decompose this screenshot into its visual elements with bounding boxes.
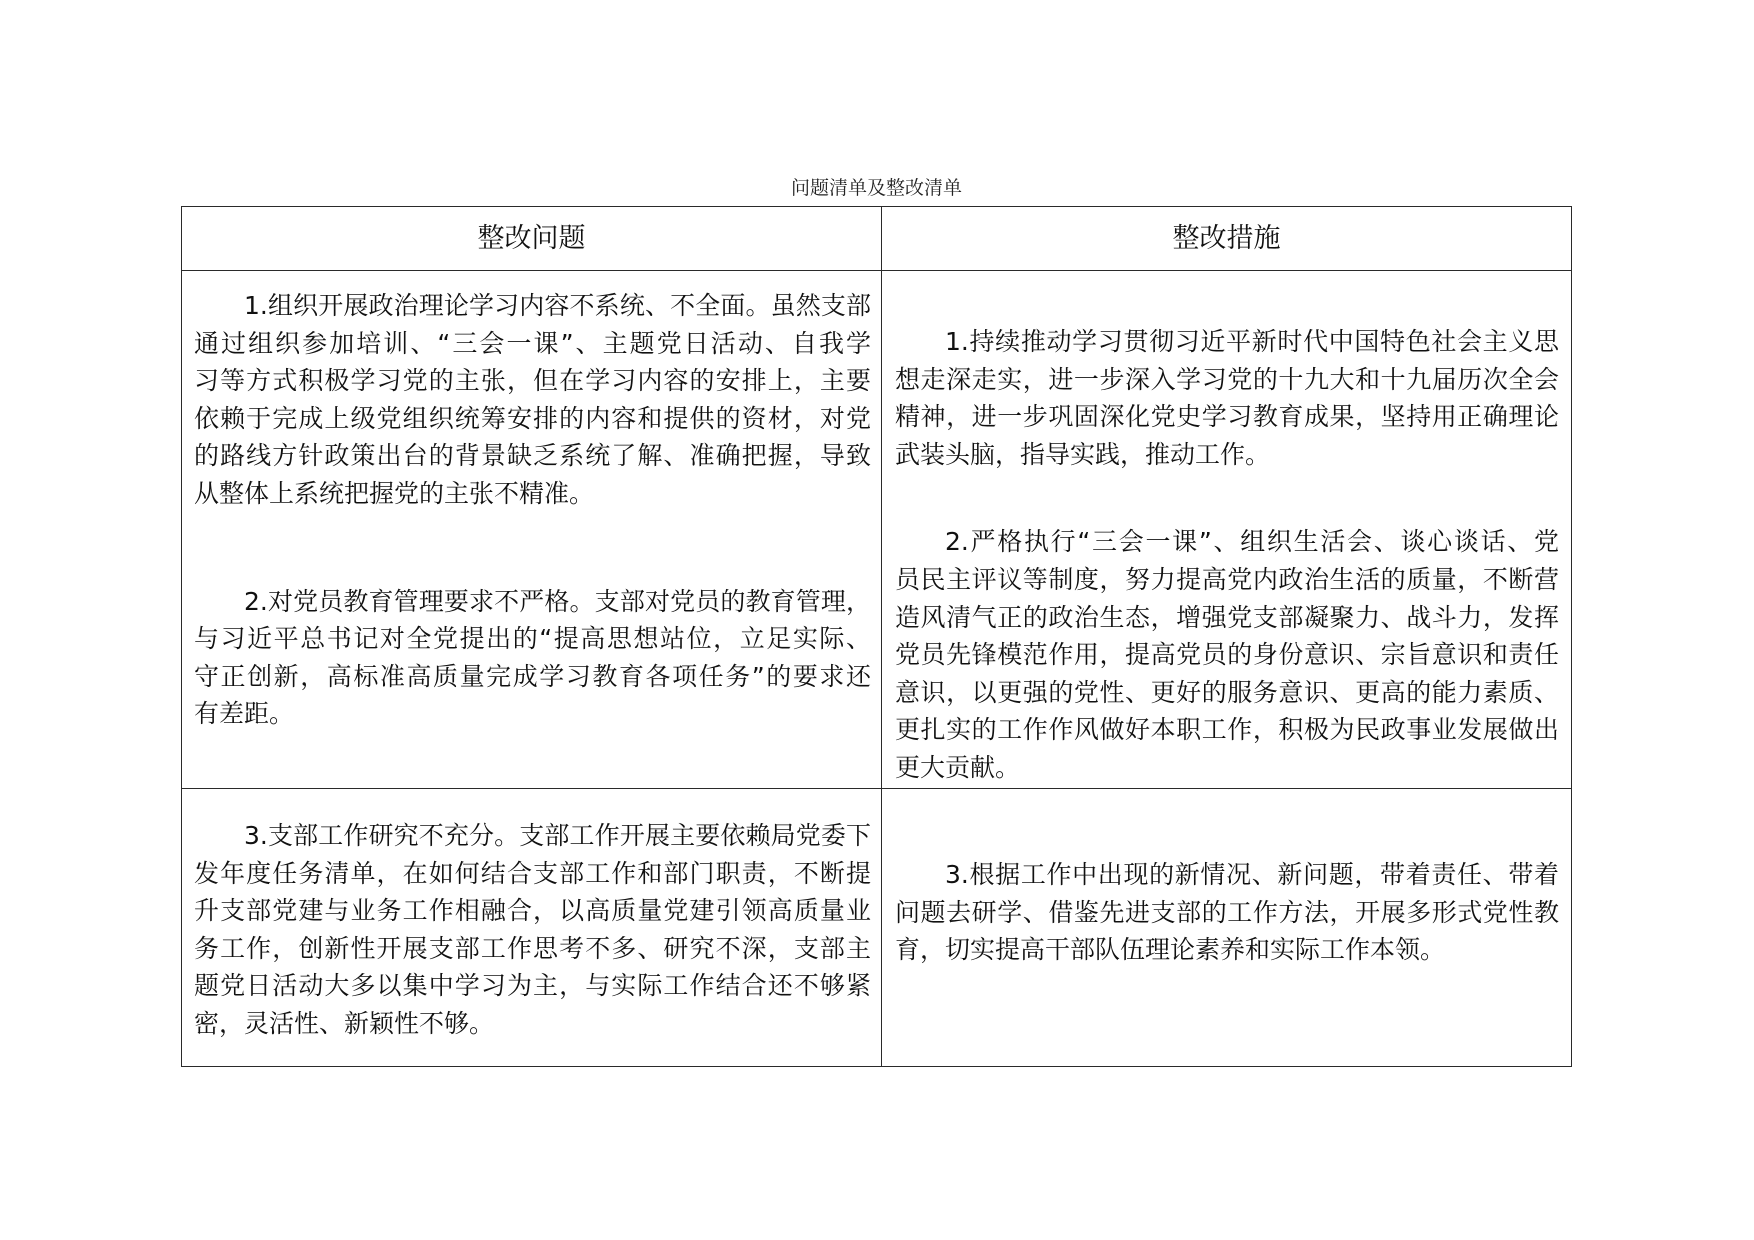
measure-paragraph xyxy=(895,323,1559,473)
header-measures-label: 整改措施 xyxy=(1172,222,1281,254)
text-line: 员民主评议等制度，努力提高党内政治生活的质量，不断营 xyxy=(895,564,1559,594)
text-line: 造风清气正的政治生态，增强党支部凝聚力、战斗力，发挥 xyxy=(895,602,1559,632)
text-line: 武装头脑，指导实践，推动工作。 xyxy=(895,439,1271,469)
text-line: 2.严格执行“三会一课”、组织生活会、谈心谈话、党 xyxy=(945,527,1559,557)
text-line: 想走深走实，进一步深入学习党的十九大和十九届历次全会 xyxy=(895,364,1559,394)
text-line: 1.组织开展政治理论学习内容不系统、不全面。虽然支部 xyxy=(244,291,871,320)
rectification-table xyxy=(181,206,1572,1067)
measure-cell-2 xyxy=(882,789,1571,1066)
text-line: 育，切实提高干部队伍理论素养和实际工作本领。 xyxy=(895,935,1446,965)
text-line: 精神，进一步巩固深化党史学习教育成果，坚持用正确理论 xyxy=(895,402,1559,432)
text-line: 1.持续推动学习贯彻习近平新时代中国特色社会主义思 xyxy=(945,327,1559,356)
text-line: 问题去研学、借鉴先进支部的工作方法，开展多形式党性教 xyxy=(895,897,1559,927)
text-line: 有差距。 xyxy=(194,699,295,729)
text-line: 升支部党建与业务工作相融合，以高质量党建引领高质量业 xyxy=(194,896,871,926)
text-line: 党员先锋模范作用，提高党员的身份意识、宗旨意识和责任 xyxy=(895,640,1559,670)
text-line: 从整体上系统把握党的主张不精准。 xyxy=(194,478,595,508)
text-line: 3.根据工作中出现的新情况、新问题，带着责任、带着 xyxy=(945,860,1559,889)
text-line: 题党日活动大多以集中学习为主，与实际工作结合还不够紧 xyxy=(194,971,871,1001)
measure-cell-1 xyxy=(882,271,1571,789)
document-title: 问题清单及整改清单 xyxy=(790,177,962,199)
problem-paragraph xyxy=(194,287,871,513)
problem-paragraph xyxy=(194,817,871,1043)
header-problems-label: 整改问题 xyxy=(477,222,586,254)
text-line: 更扎实的工作作风做好本职工作，积极为民政事业发展做出 xyxy=(895,715,1559,745)
problem-cell-1 xyxy=(182,271,882,789)
text-line: 依赖于完成上级党组织统筹安排的内容和提供的资材，对党 xyxy=(194,403,871,433)
text-line: 3.支部工作研究不充分。支部工作开展主要依赖局党委下 xyxy=(244,821,871,850)
problem-paragraph xyxy=(194,583,871,733)
text-line: 与习近平总书记对全党提出的“提高思想站位，立足实际、 xyxy=(194,624,871,654)
text-line: 更大贡献。 xyxy=(895,752,1021,782)
measure-paragraph xyxy=(895,856,1559,969)
text-line: 2.对党员教育管理要求不严格。支部对党员的教育管理， xyxy=(244,586,871,616)
text-line: 习等方式积极学习党的主张，但在学习内容的安排上，主要 xyxy=(194,366,871,396)
text-line: 发年度任务清单，在如何结合支部工作和部门职责，不断提 xyxy=(194,858,871,888)
measure-paragraph xyxy=(895,523,1559,786)
text-line: 通过组织参加培训、“三会一课”、主题党日活动、自我学 xyxy=(194,328,871,358)
text-line: 守正创新，高标准高质量完成学习教育各项任务”的要求还 xyxy=(194,661,871,691)
text-line: 务工作，创新性开展支部工作思考不多、研究不深，支部主 xyxy=(194,933,871,963)
text-line: 意识，以更强的党性、更好的服务意识、更高的能力素质、 xyxy=(895,677,1559,707)
text-line: 的路线方针政策出台的背景缺乏系统了解、准确把握，导致 xyxy=(194,441,871,471)
header-problems xyxy=(182,207,882,271)
problem-cell-2 xyxy=(182,789,882,1066)
text-line: 密，灵活性、新颖性不够。 xyxy=(194,1008,495,1038)
header-measures xyxy=(882,207,1571,271)
